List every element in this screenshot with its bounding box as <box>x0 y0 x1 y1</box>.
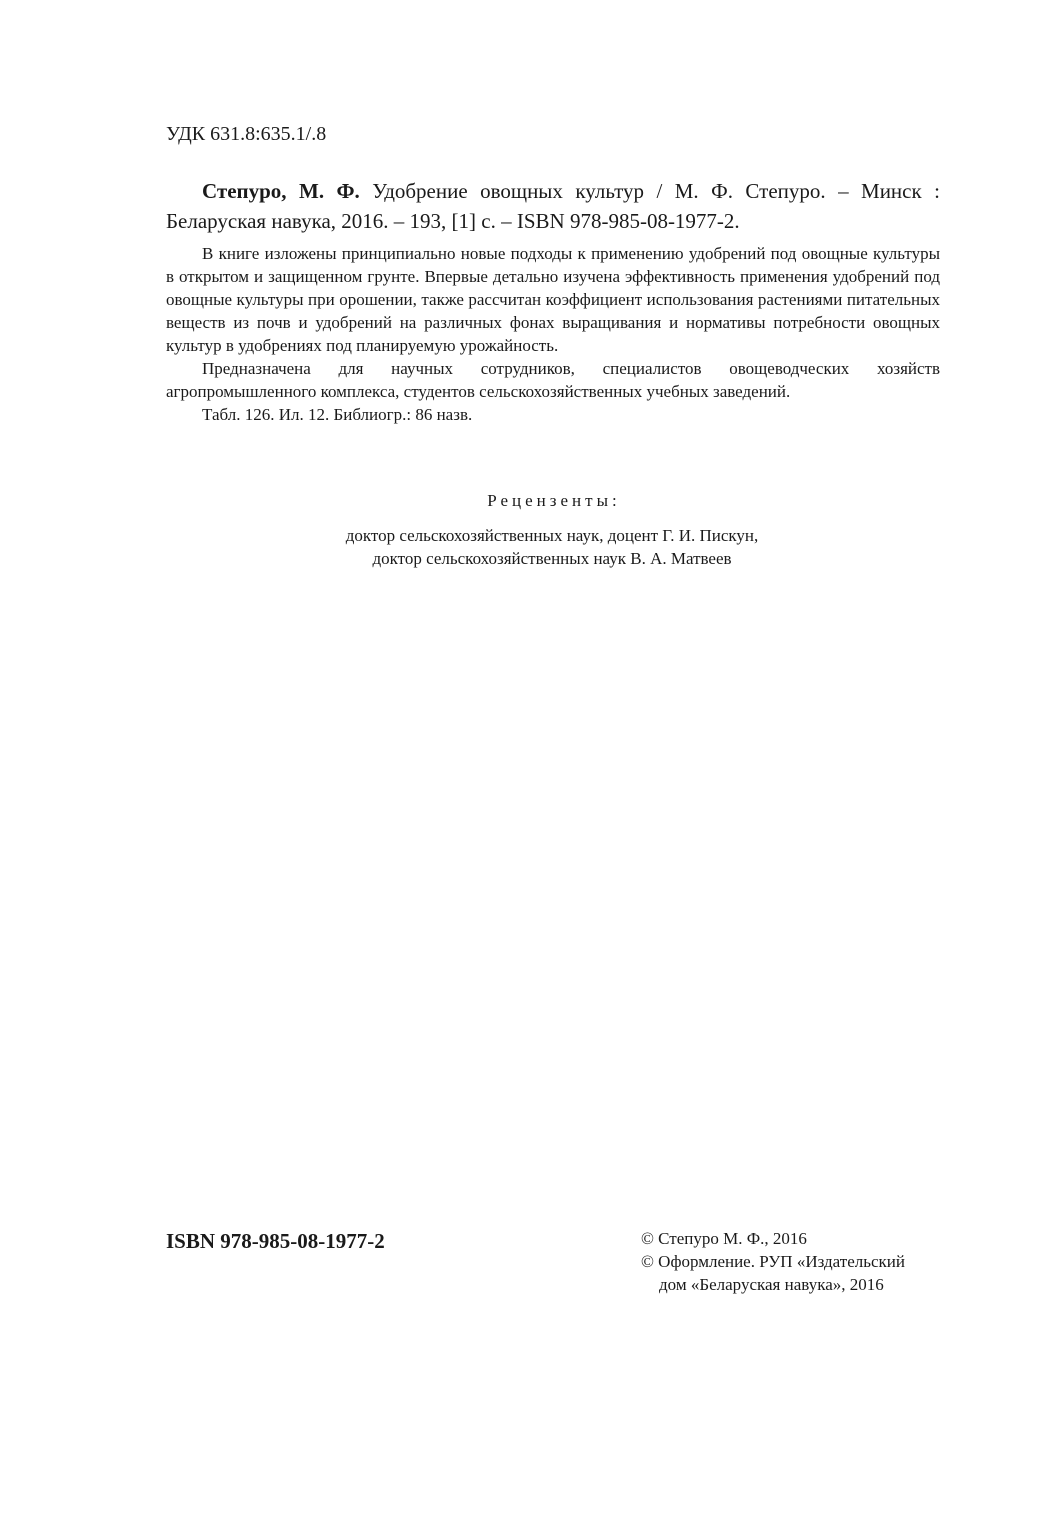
abstract-paragraph: В книге изложены принципиально новые подходы к применению удобрений под овощные культуры в открытом и защищенном грунте. Впервые детально изучена эффективность применения удобрений под овощные культуры при орошении, также рассчитан коэффициент использования растениями питательных веществ из почв и удобрений на различных фонах выращивания и нормативы потребности овощных культур в удобрениях под планируемую урожайность. <box>166 244 940 355</box>
abstract <box>166 242 940 426</box>
bibliographic-record <box>166 176 940 236</box>
isbn: ISBN 978-985-08-1977-2 <box>166 1229 385 1253</box>
abstract-audience: Предназначена для научных сотрудников, специалистов овощеводческих хозяйств агропромышленного комплекса, студентов сельскохозяйственных учебных заведений. <box>166 359 940 401</box>
reviewer-2: доктор сельскохозяйственных наук В. А. Матвеев <box>372 549 732 568</box>
bibliographic-author: Степуро, М. Ф. <box>202 179 360 203</box>
reviewers-title: Рецензенты: <box>487 491 621 510</box>
udk-code: УДК 631.8:635.1/.8 <box>166 123 327 145</box>
abstract-stats: Табл. 126. Ил. 12. Библиогр.: 86 назв. <box>202 405 473 424</box>
copyright-design: © Оформление. РУП «Издательский <box>641 1252 905 1271</box>
bibliographic-description: Удобрение овощных культур / М. Ф. Степуро. – Минск : Беларуская навука, 2016. – 193, [1] с. – ISBN 978-985-08-1977-2. <box>166 179 940 233</box>
copyright-author: © Степуро М. Ф., 2016 <box>641 1229 807 1248</box>
reviewer-1: доктор сельскохозяйственных наук, доцент Г. И. Пискун, <box>345 526 759 545</box>
copyright-publisher: дом «Беларуская навука», 2016 <box>659 1275 884 1294</box>
